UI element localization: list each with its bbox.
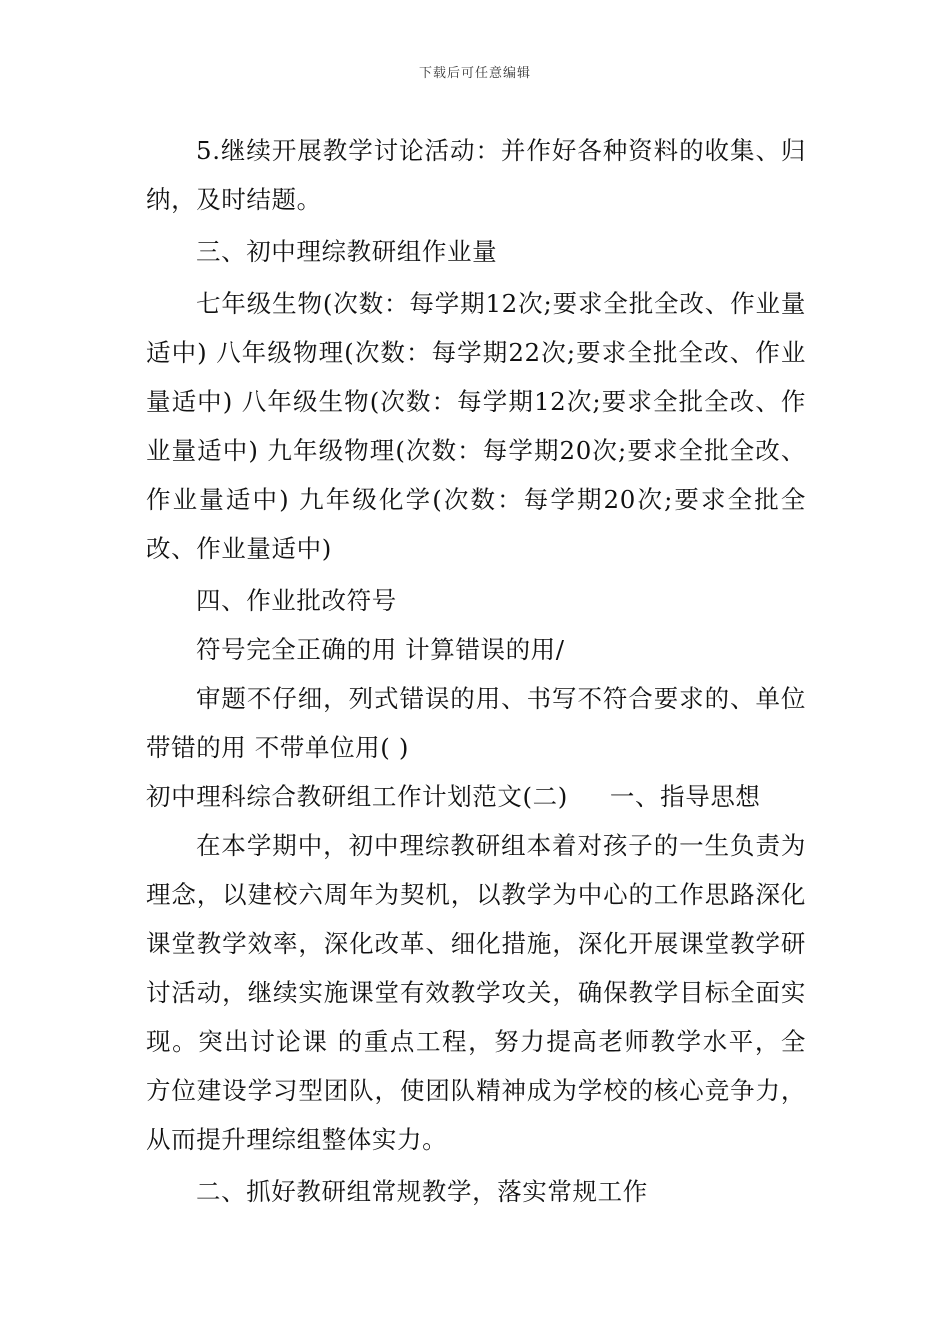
document-body <box>146 126 806 1216</box>
section-heading-symbols: 四、作业批改符号 <box>196 586 397 615</box>
paragraph-homework-amount: 七年级生物(次数：每学期12次;要求全批全改、作业量适中) 八年级物理(次数：每学期22次;要求全批全改、作业量适中) 八年级生物(次数：每学期12次;要求全批全改、作业量适中) 九年级物理(次数：每学期20次;要求全批全改、作业量适中) 九年级化学(次数：每学期20次;要求全批全改、作业量适中) <box>146 289 806 563</box>
section-heading-homework: 三、初中理综教研组作业量 <box>196 237 498 266</box>
paragraph-item-5: 5.继续开展教学讨论活动：并作好各种资料的收集、归纳，及时结题。 <box>146 136 806 214</box>
document-subtitle: 初中理科综合教研组工作计划范文(二) <box>146 782 568 811</box>
paragraph-guiding-thought: 在本学期中，初中理综教研组本着对孩子的一生负责为理念，以建校六周年为契机，以教学为中心的工作思路深化课堂教学效率，深化改革、细化措施，深化开展课堂教学研讨活动，继续实施课堂有效教学攻关，确保教学目标全面实现。突出讨论课 的重点工程，努力提高老师教学水平，全方位建设学习型团队，使团队精神成为学校的核心竞争力，从而提升理综组整体实力。 <box>146 831 806 1154</box>
section-heading-guiding-thought: 一、指导思想 <box>609 782 761 811</box>
paragraph-symbols-2: 审题不仔细，列式错误的用、书写不符合要求的、单位带错的用 不带单位用( ) <box>146 684 806 762</box>
document-subtitle-line <box>146 772 806 821</box>
section-heading-routine-work: 二、抓好教研组常规教学，落实常规工作 <box>196 1177 648 1206</box>
paragraph-symbols-1: 符号完全正确的用 计算错误的用/ <box>196 635 565 664</box>
page-header: 下载后可任意编辑 <box>418 66 531 81</box>
